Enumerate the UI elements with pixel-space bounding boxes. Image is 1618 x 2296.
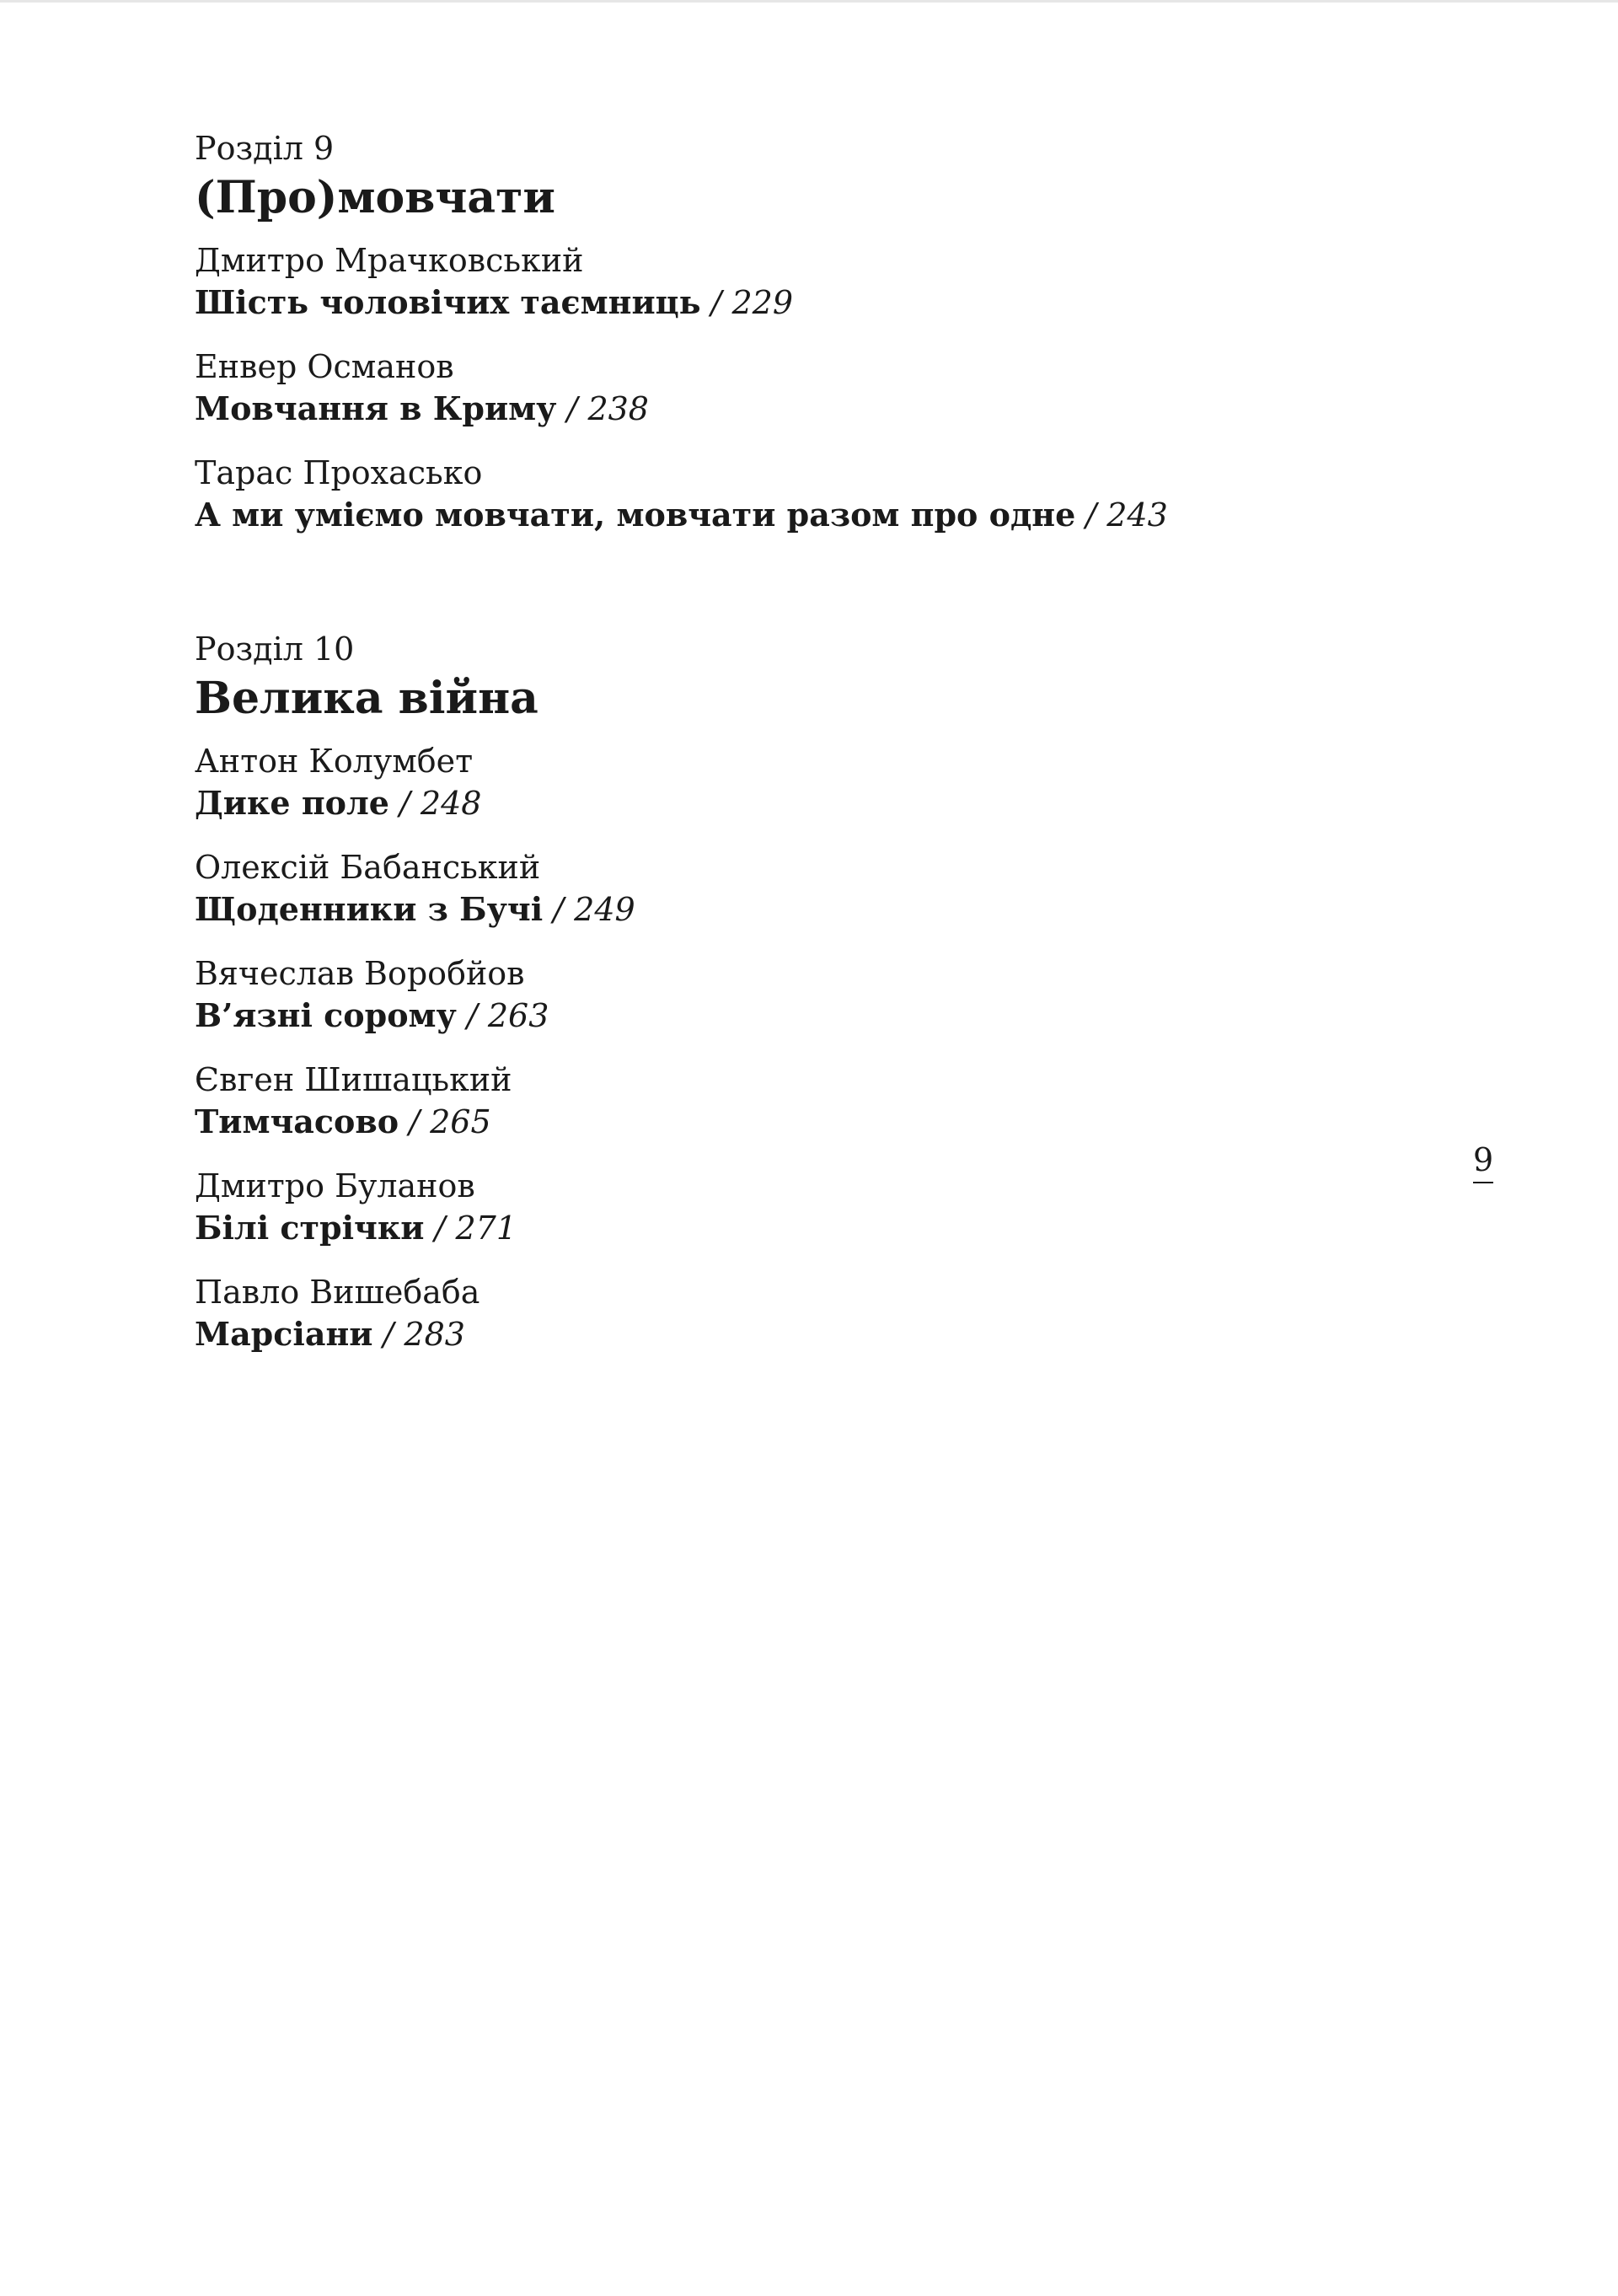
toc-entry[interactable] [195, 1059, 1459, 1143]
section-label: Розділ 9 [195, 130, 335, 167]
entry-work [195, 1101, 1459, 1143]
toc-entry[interactable] [195, 952, 1459, 1037]
entry-title: Мовчання в Криму [195, 389, 557, 427]
entry-work [195, 1207, 1459, 1249]
entry-work [195, 494, 1459, 536]
toc-entry[interactable] [195, 1165, 1459, 1249]
toc-entry[interactable] [195, 346, 1459, 430]
toc-entry[interactable] [195, 846, 1459, 931]
page-top-edge [0, 0, 1618, 3]
entry-page: / 283 [383, 1316, 465, 1353]
entry-title: Білі стрічки [195, 1209, 425, 1247]
entry-author: Вячеслав Воробйов [195, 955, 525, 992]
entry-work [195, 282, 1459, 324]
section-title: Велика війна [195, 673, 538, 724]
entry-title: Дике поле [195, 784, 389, 822]
entry-page: / 263 [466, 997, 549, 1034]
entry-title: Шість чоловічих таємниць [195, 283, 701, 321]
entry-title: В’язні сорому [195, 996, 457, 1034]
entry-page: / 229 [710, 284, 794, 321]
entry-work [195, 388, 1459, 430]
entry-author: Олексій Бабанський [195, 849, 541, 886]
toc-entry[interactable] [195, 1271, 1459, 1355]
entry-author: Дмитро Мрачковський [195, 242, 584, 279]
entry-page: / 249 [553, 891, 635, 928]
page-number: 9 [1473, 1140, 1493, 1183]
entry-title: А ми уміємо мовчати, мовчати разом про одне [195, 496, 1076, 534]
entry-author: Євген Шишацький [195, 1061, 512, 1098]
entry-work [195, 1313, 1459, 1355]
entry-title: Марсіани [195, 1315, 373, 1353]
section-title: (Про)мовчати [195, 172, 555, 223]
entry-page: / 265 [409, 1103, 491, 1140]
entry-work [195, 888, 1459, 931]
entry-author: Енвер Османов [195, 348, 454, 385]
entry-work [195, 995, 1459, 1037]
entry-title: Тимчасово [195, 1102, 399, 1140]
entry-author: Тарас Прохасько [195, 454, 483, 491]
entry-page: / 271 [434, 1210, 517, 1247]
section-10 [195, 627, 1459, 1355]
entry-page: / 238 [566, 390, 649, 427]
entry-author: Дмитро Буланов [195, 1167, 475, 1204]
toc-entry[interactable] [195, 239, 1459, 324]
entry-title: Щоденники з Бучі [195, 890, 544, 928]
section-9 [195, 126, 1459, 536]
entry-author: Антон Колумбет [195, 743, 474, 780]
entry-work [195, 782, 1459, 824]
entry-author: Павло Вишебаба [195, 1274, 480, 1311]
entry-page: / 248 [399, 785, 482, 822]
toc-entry[interactable] [195, 452, 1459, 536]
entry-page: / 243 [1085, 496, 1168, 534]
toc-entry[interactable] [195, 740, 1459, 824]
table-of-contents [195, 126, 1459, 1446]
section-label: Розділ 10 [195, 630, 355, 668]
